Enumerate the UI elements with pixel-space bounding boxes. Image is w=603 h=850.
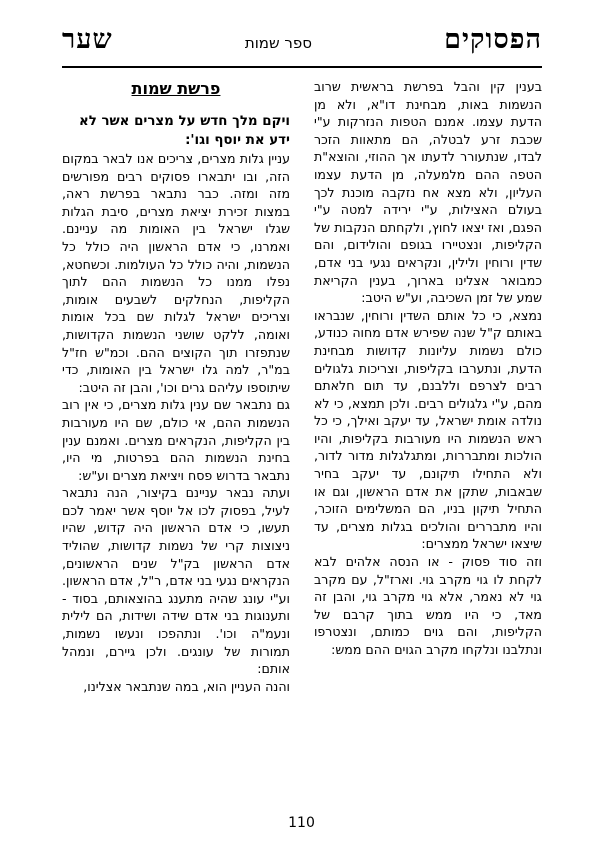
page-header [62,26,542,66]
left-paragraph-2: גם נתבאר שם ענין גלות מצרים, כי אין רוב הנשמות ההם, אי כולם, שם היו מעורבות בין הקליפות, הנקראים מצרים. ואמנם ענין בחינת הנשמות ההם בפרטות, מי היו, נתבאר בדרוש פסח ויציאת מצרים וע"ש: [62,397,290,483]
right-paragraph-1: בענין קין והבל בפרשת בראשית שרוב הנשמות באות, מבחינת דו"א, ולא מן הדעת עצמו. אמנם הטפות הנזרקות ע"י שכבת זרע לבטלה, הם מתאוות הזכר לבדו, שנתעורר לדעתו אך ההוזי, והוצא"ת הטפה ההם מלמעלה, מן הדעת עצמו העליון, ולא מצא אח נזקבה מוכנת לכך בעולם האצילות, ע"י ירידה למטה ע"י הפגם, ואז יצאו לחוץ, ולקחתם הנקבות של הקליפות, ונצטיירו בגופם והולידום, והם שדין ורוחין ולילין, ונקראים נגעי בני אדם, כמבואר אצלינו בארוך, בענין הקריאת שמע של זמן השכיבה, וע"ש היטב: [314,79,542,306]
page-number: 110 [288,815,315,831]
text-columns [62,78,542,798]
header-title-right: הפסוקים [444,24,542,55]
right-paragraph-2: נמצא, כי כל אותם השדין ורוחין, שנבראו באותם ק"ל שנה שפירש אדם מחוה כנודע, כולם נשמות עליונות קדושות מבחינת הדעת, ונתערבו בקליפות, וצריכות גלגולים רבים לצרפם וללבנם, עד תום חלאתם מהם, ע"י גלגולים רבים. ולכן תמצא, כי לא נולדה אומת ישראל, עד יעקב ואילך, כי כל ראש הנשמות היו מעורבות בקליפות, והיו הולכות ומתבררות, ומתגלגלות מדור לדור, ולא התחילו תיקונם, עד יעקב בחיר שבאבות, שתקן את אדם הראשון, וגם או התחיל תיקון בניו, הם המשלימים הזוכר, והיו מתבררים והולכים בגלות מצרים, עד שיצאו ישראל ממצרים: [314,307,542,552]
left-paragraph-4: והנה העניין הוא, במה שנתבאר אצלינו, [83,678,290,694]
header-divider [62,66,542,68]
left-paragraph-1: עניין גלות מצרים, צריכים אנו לבאר במקום הזה, ובו יתבארו פסוקים רבים מפורשים מזה ומזה. כבר נתבאר בפרשת ראה, במצות זכירת יציאת מצרים, סיבת הגלות שגלו ישראל בין האומות מה עניינם. ואמרנו, כי אדם הראשון היה כולל כל הנשמות, והיה כולל כל העולמות. וכשחטא, נפלו ממנו כל הנשמות ההם לתוך הקליפות, הנחלקים לשבעים אומות, וצריכים ישראל לגלות שם בכל אומות ואומה, ללקט שושני הנשמות הקדושות, שנתפזרו תוך הקוצים ההם. וכמ"ש חז"ל במ"ר, למה גלו ישראל בין האומות, כדי שיתוספו עליהם גרים וכו', והבן זה היטב: [62,151,290,395]
right-paragraph-3: וזה סוד פסוק - או הנסה אלהים לבא לקחת לו גוי מקרב גוי. וארז"ל, עם מקרב גוי לא נאמר, אלא גוי מקרב גוי, והבן זה מאד, כי היו ממש בתוך קרבם של הקליפות, והם גוים כמותם, ונצטרפו ונתלבנו ונלקחו מקרב הגוים ההם ממש: [314,554,542,657]
verse-line-1: ויקם מלך חדש על מצרים אשר לא [78,114,290,129]
left-paragraph-3: ועתה נבאר עניינם בקיצור, הנה נתבאר לעיל, בפסוק לכו אל יוסף אשר יאמר לכם תעשו, כי אדם הראשון היה קדוש, שהיו ניצוצות קרי של נשמות קדושות, שהוליד אדם הראשון בק"ל שנים הראשונים, הנקראים נגעי בני אדם, ר"ל, אדם הראשון. וע"י עונג שהיה מתענג בהוצאותם, בסוד - ותענוגות בני אדם שידה ושידות, הם לילית ונעמ"ה וכו'. ונתהפכו ונעשו נשמות, תמורות של עונגים. ולכן גיירם, ונמהל אותם: [62,485,290,677]
parasha-title: פרשת שמות [131,79,221,98]
column-left [62,78,290,695]
column-right [314,78,542,659]
header-title-left: שער [62,24,113,55]
verse-line-2: ידע את יוסף וגו': [185,133,290,148]
header-title-center: ספר שמות [244,34,312,52]
